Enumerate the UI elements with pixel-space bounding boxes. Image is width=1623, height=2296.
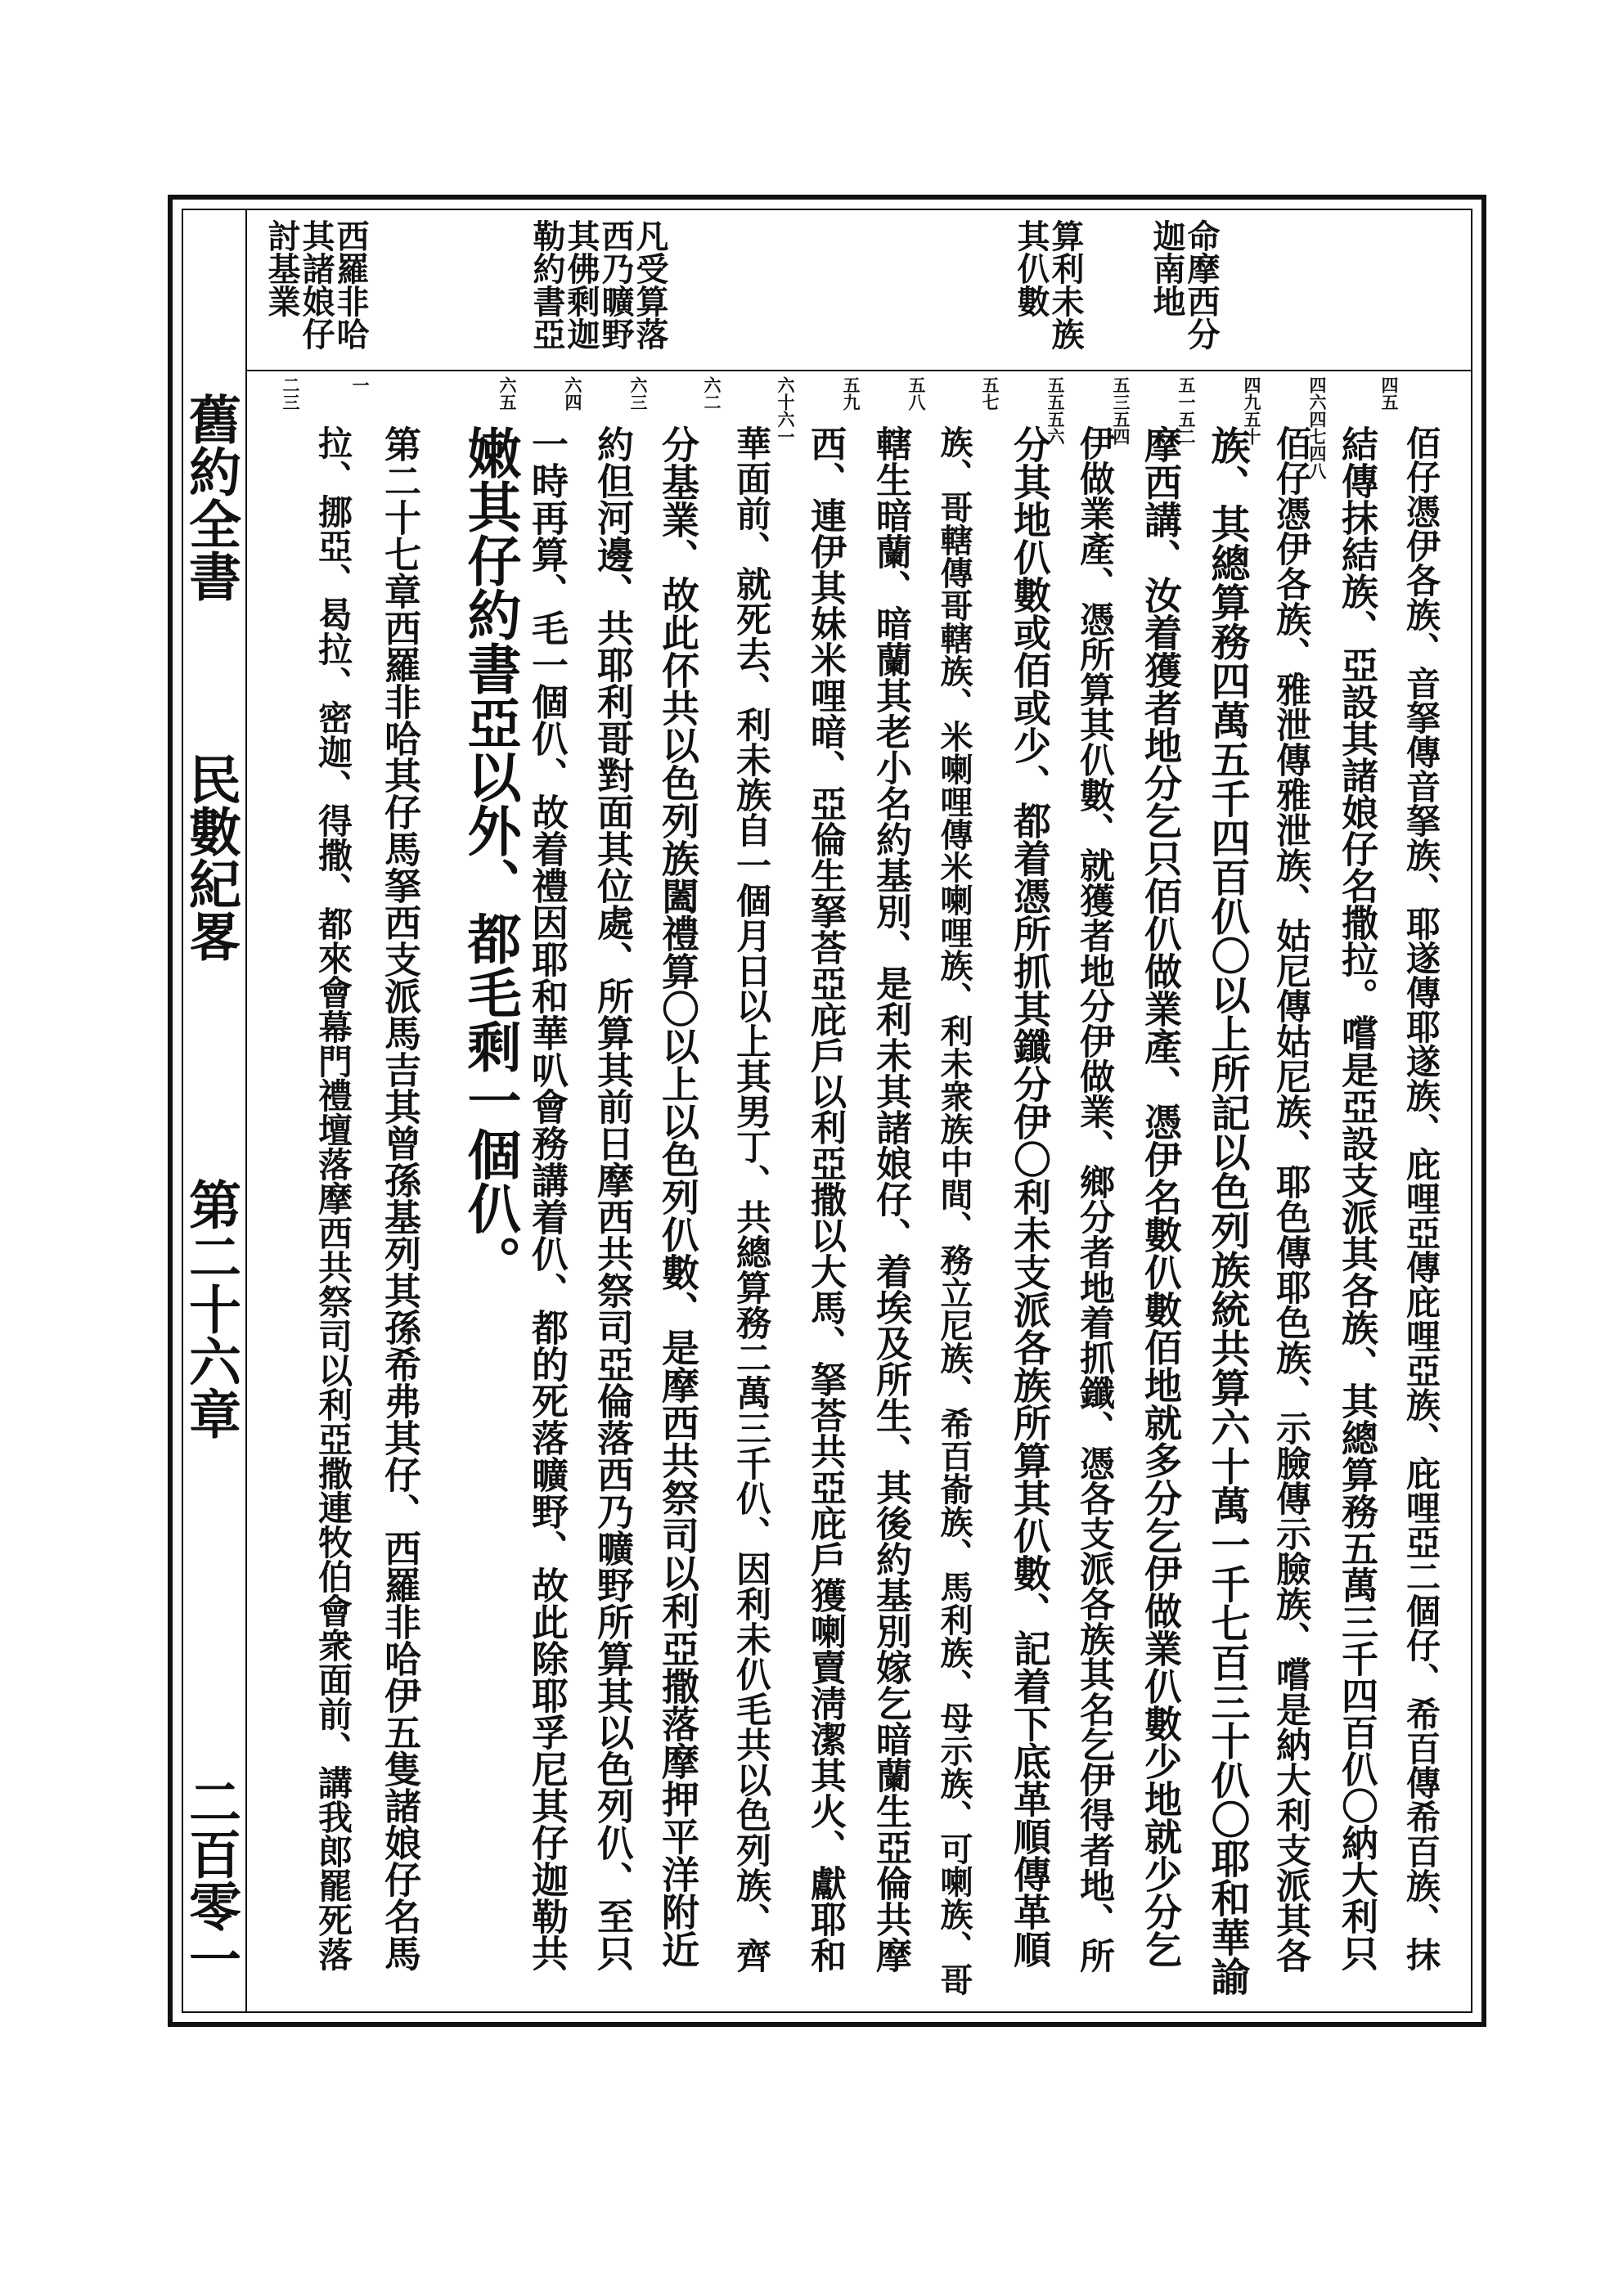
verse-number: 四六四七四八 [1307, 376, 1328, 479]
note: 凡受算落 [631, 219, 669, 350]
verse-number: 五五五六 [1045, 376, 1066, 445]
text-column: 華面前、就死去、利未族自一個月日以上其男丁、共總算務二萬三千仈、因利未仈毛共以色列族、齊 [731, 425, 771, 1973]
note: 命摩西分 [1182, 219, 1221, 350]
text-column: 伊做業產、憑所算其仈數、就獲者地分伊做業、鄉分者地着抓鑯、憑各支派各族其名乞伊得者地、所 [1074, 425, 1115, 1973]
verse-number: 六十六一 [776, 376, 796, 445]
text-column: 佰仔憑伊各族、音拏傳音拏族、耶遂傳耶遂族、庇哩亞傳庇哩亞族、庇哩亞二個仔、希百傳希百族、抹 [1401, 425, 1441, 1971]
verse-number: 四五 [1379, 376, 1400, 411]
text-column: 族、哥轄傳哥轄族、米喇哩傳米喇哩族、利未衆族中間、務立尼族、希百嵛族、馬利族、母示族、可喇族、哥 [935, 425, 973, 1996]
note: 其佛剩迦 [562, 219, 600, 350]
verse-number: 六三 [628, 376, 649, 411]
header-rule [247, 370, 1472, 371]
text-column: 一時再算、毛一個仈、故着禮因耶和華叭會務講着仈、都的死落曠野、故此除耶孚尼其仔迦勒共 [525, 425, 569, 1971]
section-title: 民數紀畧 [180, 753, 241, 962]
text-column: 嫩其仔約書亞以外、都毛剩一個仈。 [458, 425, 522, 1289]
verse-number: 二三 [281, 376, 301, 411]
text-column: 摩西講、汝着獲者地分乞只佰仈做業產、憑伊名數仈數佰地就多分乞伊做業仈數少地就少分乞 [1139, 425, 1183, 1968]
verse-number: 六二 [702, 376, 722, 411]
note: 西羅非哈 [331, 219, 370, 350]
verse-number: 六五 [497, 376, 518, 411]
text-column: 結傳抹結族、亞設其諸娘仔名撒拉。嚐是亞設支派其各族、其總算務五萬三千四百仈〇納大利只 [1335, 425, 1378, 1971]
verse-number: 六四 [563, 376, 583, 411]
verse-number: 五三五四 [1111, 376, 1131, 445]
book-title: 舊約全書 [180, 393, 241, 602]
text-column: 佰仔憑伊各族、雅泄傳雅泄族、姑尼傳姑尼族、耶色傳耶色族、示臉傳示臉族、嚐是納大利支派其各 [1270, 425, 1311, 1973]
chapter-label: 第二十六章 [180, 1178, 241, 1440]
note: 迦南地 [1148, 219, 1186, 317]
note: 討基業 [263, 219, 301, 317]
text-column: 族、其總算務四萬五千四百仈〇以上所記以色列族統共算六十萬一千七百三十仈〇耶和華諭 [1204, 425, 1250, 1996]
note: 勒約書亞 [528, 219, 566, 350]
text-column: 分其地仈數或佰或少、都着憑所抓其鑯分伊〇利未支派各族所算其仈數、記着下底革順傳革順 [1008, 425, 1052, 1968]
text-column: 西、連伊其妹米哩暗、亞倫生拏荅亞庇戶以利亞撒以大馬、拏荅共亞庇戶獲喇賣淸潔其火、獻耶和 [804, 425, 846, 1973]
note: 其仈數 [1012, 219, 1050, 317]
verse-number: 五九 [841, 376, 861, 411]
page-number: 二百零一 [180, 1775, 241, 1984]
note: 西乃曠野 [596, 219, 635, 350]
verse-number: 五一五二 [1176, 376, 1197, 445]
verse-number: 四九五十 [1242, 376, 1262, 445]
text-column: 轄生暗蘭、暗蘭其老小名約基別、是利未其諸娘仔、着埃及所生、其後約基別嫁乞暗蘭生亞倫共摩 [870, 425, 911, 1973]
note: 其諸娘仔 [297, 219, 335, 350]
note: 算利未族 [1046, 219, 1085, 350]
text-column: 拉、挪亞、曷拉、密迦、得撒、都來會幕門禮壇落摩西共祭司以利亞撒連牧伯會衆面前、講我郎罷死落 [313, 425, 353, 1971]
text-column: 分基業、故此伓共以色列族闔禮算〇以上以色列仈數、是摩西共祭司以利亞撒落摩押平洋附近 [656, 425, 700, 1968]
margin-rule [245, 209, 247, 2013]
text-column: 第二十七章西羅非哈其仔馬拏西支派馬吉其曾孫基列其孫希弗其仔、西羅非哈伊五隻諸娘仔名馬 [378, 425, 421, 1971]
text-column: 約但河邊、共耶利哥對面其位處、所算其前日摩西共祭司亞倫落西乃曠野所算其以色列仈、至只 [591, 425, 634, 1971]
verse-number: 五七 [980, 376, 1000, 411]
verse-number: 五八 [906, 376, 927, 411]
verse-number: 一 [350, 376, 371, 393]
